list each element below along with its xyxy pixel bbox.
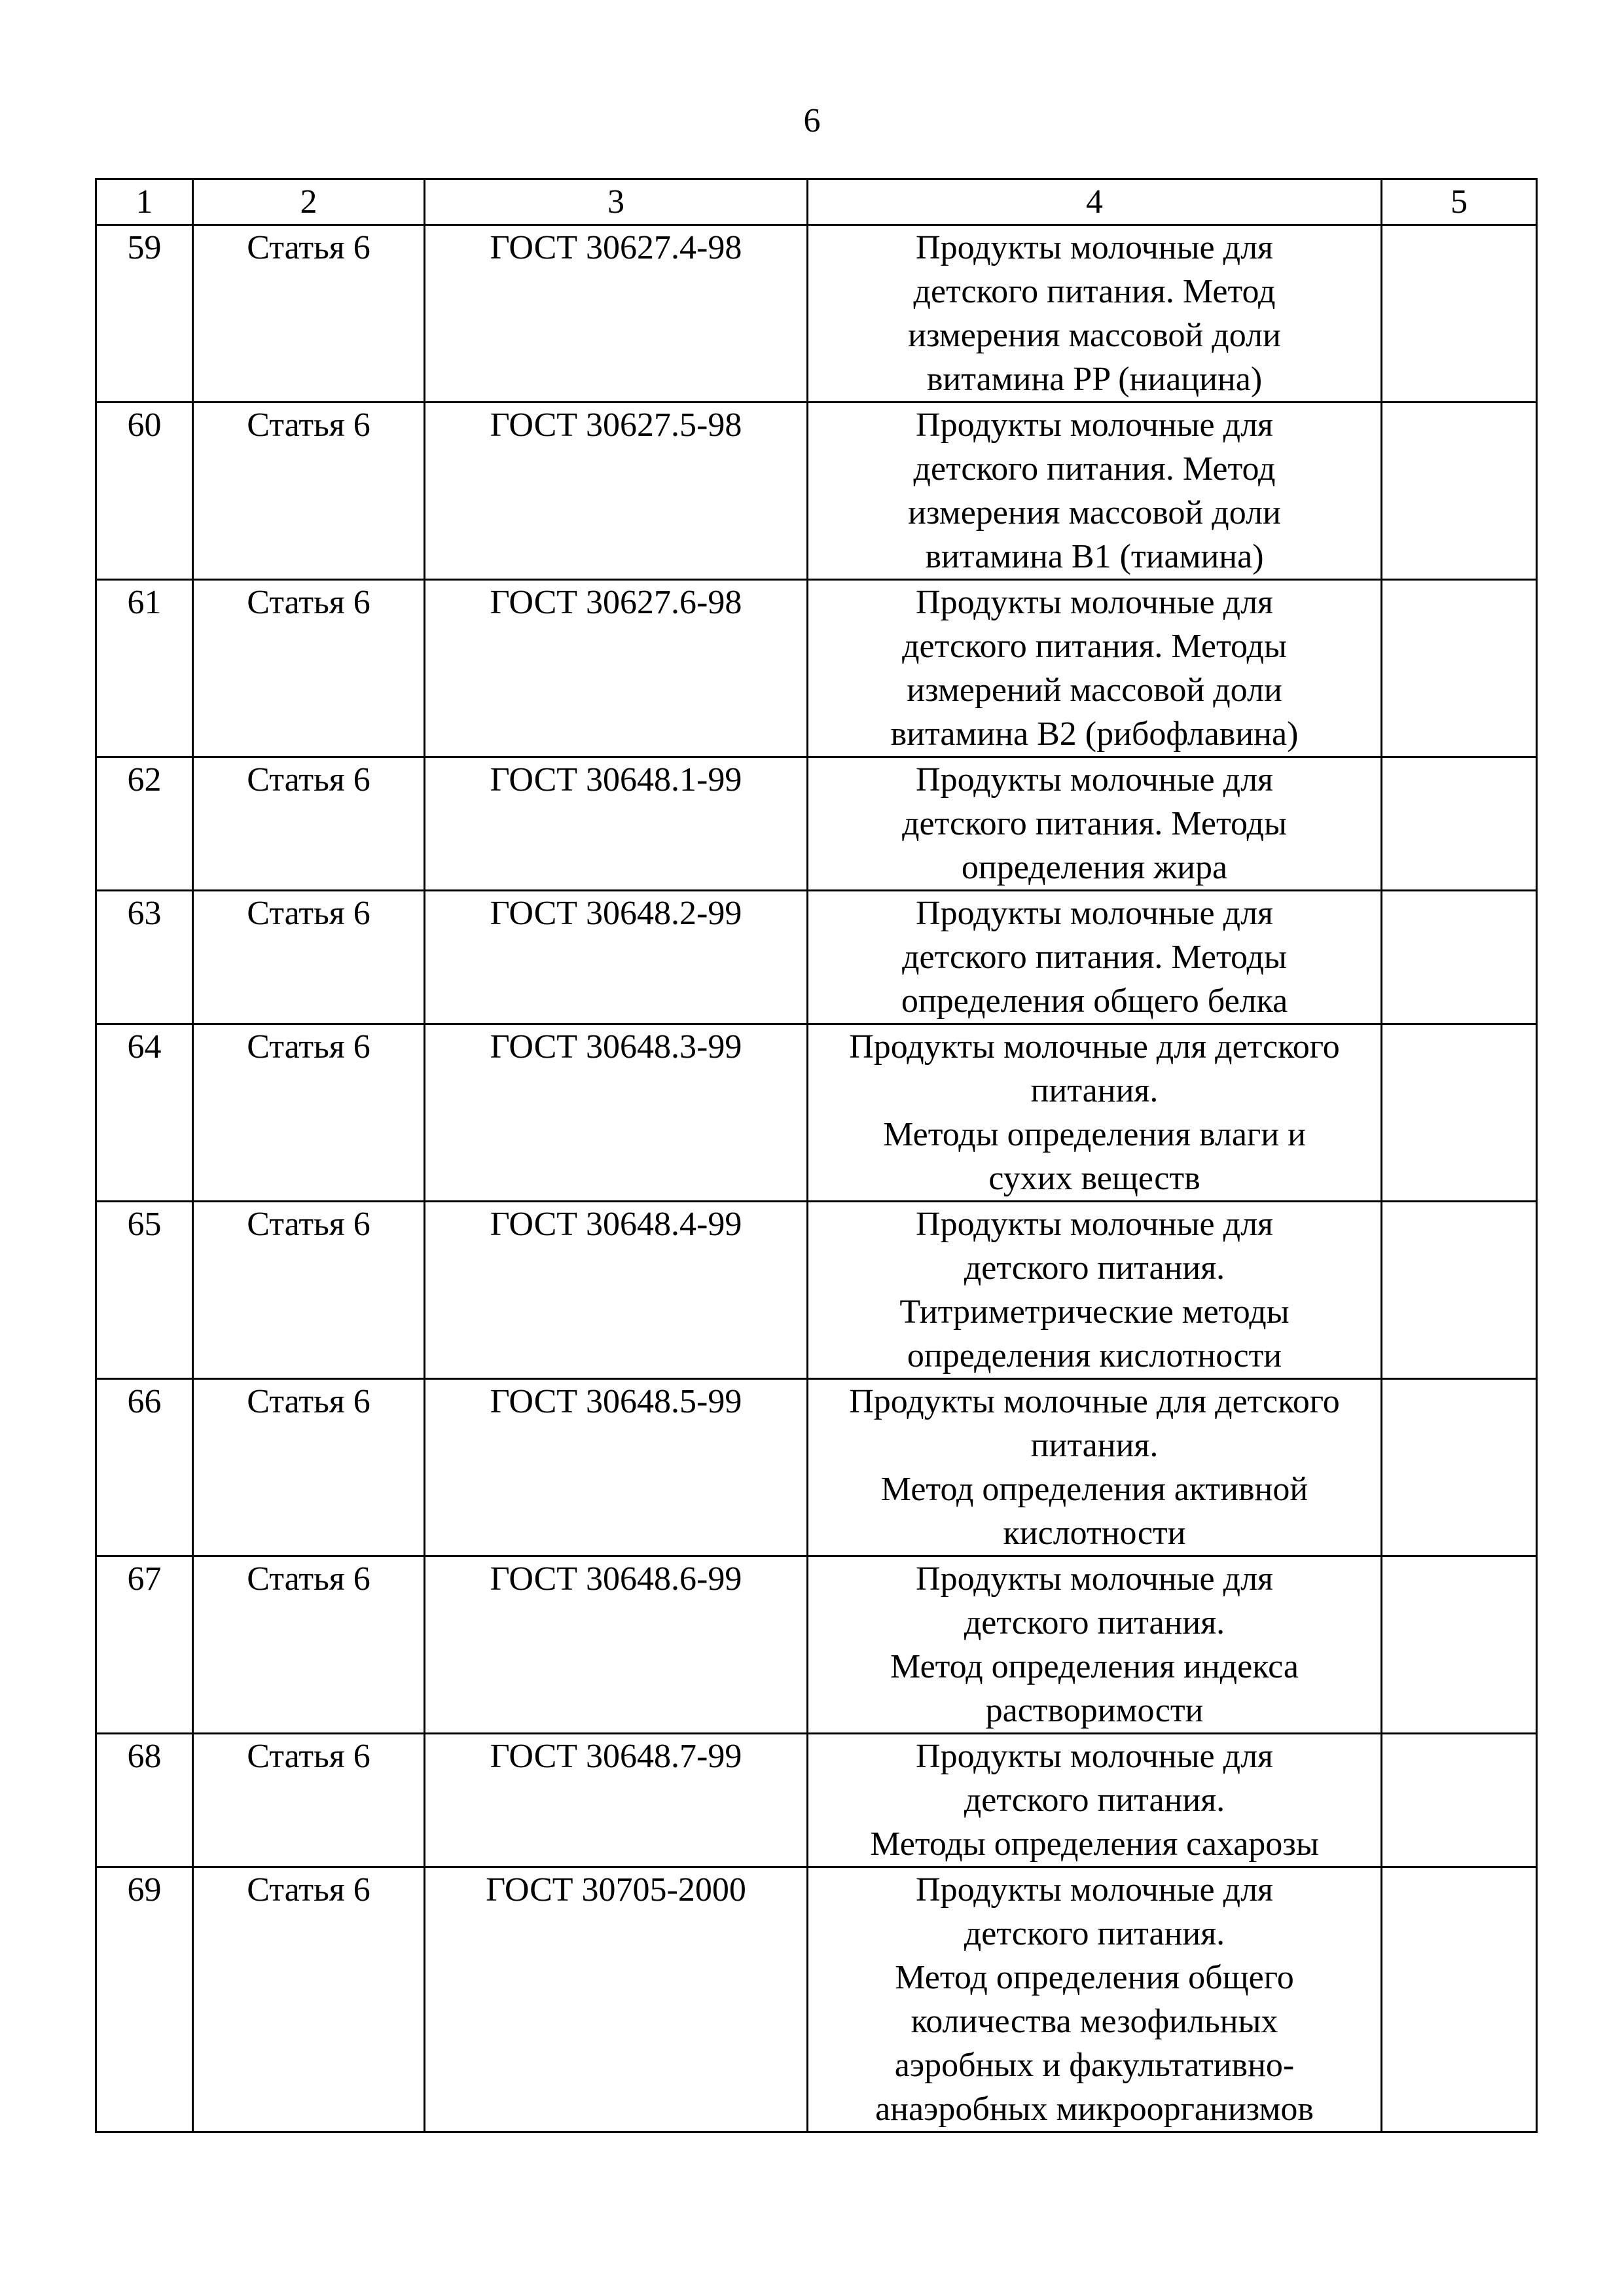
description-cell — [808, 1202, 1382, 1379]
description-cell — [808, 757, 1382, 891]
description-line: Метод определения активной — [880, 1471, 1308, 1508]
standard-cell: ГОСТ 30648.5-99 — [425, 1379, 808, 1556]
table-row — [96, 757, 1537, 891]
note-cell — [1382, 1867, 1537, 2132]
row-number-cell: 65 — [96, 1202, 193, 1379]
article-cell: Статья 6 — [193, 891, 425, 1024]
standard-cell: ГОСТ 30648.7-99 — [425, 1734, 808, 1867]
description-line: витамина PP (ниацина) — [926, 361, 1263, 398]
description-line: кислотности — [1003, 1515, 1186, 1552]
row-number-cell: 60 — [96, 403, 193, 580]
description-line: Продукты молочные для — [916, 761, 1273, 798]
standard-cell: ГОСТ 30648.2-99 — [425, 891, 808, 1024]
description-line: Продукты молочные для — [916, 584, 1273, 621]
standard-cell: ГОСТ 30648.3-99 — [425, 1024, 808, 1202]
note-cell — [1382, 1734, 1537, 1867]
standards-table — [95, 178, 1538, 2133]
standard-cell: ГОСТ 30627.4-98 — [425, 225, 808, 403]
description-line: анаэробных микроорганизмов — [875, 2090, 1314, 2128]
column-header-2: 2 — [193, 179, 425, 225]
row-number-cell: 62 — [96, 757, 193, 891]
description-line: витамина B2 (рибофлавина) — [890, 715, 1299, 753]
description-line: Продукты молочные для — [916, 1738, 1273, 1775]
standard-cell: ГОСТ 30648.4-99 — [425, 1202, 808, 1379]
description-line: Титриметрические методы — [899, 1293, 1290, 1331]
description-line: растворимости — [985, 1692, 1204, 1729]
description-line: детского питания. Метод — [913, 273, 1276, 310]
description-line: Продукты молочные для — [916, 895, 1273, 932]
description-cell — [808, 1379, 1382, 1556]
description-line: Продукты молочные для — [916, 1871, 1273, 1909]
article-cell: Статья 6 — [193, 1867, 425, 2132]
description-line: детского питания. Методы — [902, 805, 1287, 842]
description-line: Метод определения общего — [895, 1959, 1294, 1996]
column-header-4: 4 — [808, 179, 1382, 225]
description-line: детского питания. Методы — [902, 939, 1287, 976]
table-row — [96, 1734, 1537, 1867]
description-line: Продукты молочные для детского — [849, 1028, 1340, 1066]
description-line: Продукты молочные для — [916, 406, 1273, 444]
standard-cell: ГОСТ 30648.1-99 — [425, 757, 808, 891]
description-cell — [808, 1556, 1382, 1734]
column-header-3: 3 — [425, 179, 808, 225]
table-row — [96, 891, 1537, 1024]
description-cell — [808, 1867, 1382, 2132]
page-number: 6 — [803, 102, 821, 139]
row-number-cell: 59 — [96, 225, 193, 403]
description-cell — [808, 1734, 1382, 1867]
description-cell — [808, 1024, 1382, 1202]
table-header-row — [96, 179, 1537, 225]
note-cell — [1382, 580, 1537, 757]
note-cell — [1382, 757, 1537, 891]
row-number-cell: 61 — [96, 580, 193, 757]
description-line: Продукты молочные для — [916, 229, 1273, 266]
description-line: питания. — [1030, 1427, 1159, 1464]
article-cell: Статья 6 — [193, 1556, 425, 1734]
standard-cell: ГОСТ 30627.6-98 — [425, 580, 808, 757]
note-cell — [1382, 891, 1537, 1024]
table-row — [96, 1556, 1537, 1734]
description-line: Продукты молочные для детского — [849, 1383, 1340, 1420]
description-line: количества мезофильных — [911, 2003, 1278, 2040]
description-line: сухих веществ — [988, 1160, 1200, 1197]
article-cell: Статья 6 — [193, 1734, 425, 1867]
standard-cell: ГОСТ 30648.6-99 — [425, 1556, 808, 1734]
description-line: детского питания. — [964, 1782, 1225, 1819]
description-line: питания. — [1030, 1072, 1159, 1109]
table-row — [96, 1024, 1537, 1202]
description-line: определения общего белка — [901, 982, 1288, 1020]
table-row — [96, 580, 1537, 757]
description-line: определения жира — [961, 849, 1228, 886]
row-number-cell: 66 — [96, 1379, 193, 1556]
description-line: Метод определения индекса — [890, 1648, 1299, 1685]
description-cell — [808, 403, 1382, 580]
article-cell: Статья 6 — [193, 1379, 425, 1556]
table-row — [96, 1379, 1537, 1556]
description-line: детского питания. — [964, 1249, 1225, 1287]
description-cell — [808, 891, 1382, 1024]
note-cell — [1382, 225, 1537, 403]
row-number-cell: 68 — [96, 1734, 193, 1867]
table-row — [96, 225, 1537, 403]
description-line: измерения массовой доли — [908, 317, 1281, 354]
article-cell: Статья 6 — [193, 403, 425, 580]
row-number-cell: 64 — [96, 1024, 193, 1202]
note-cell — [1382, 403, 1537, 580]
note-cell — [1382, 1024, 1537, 1202]
article-cell: Статья 6 — [193, 225, 425, 403]
description-line: детского питания. Метод — [913, 450, 1276, 488]
description-line: Методы определения сахарозы — [870, 1825, 1319, 1863]
row-number-cell: 69 — [96, 1867, 193, 2132]
description-line: витамина B1 (тиамина) — [925, 538, 1264, 575]
column-header-1: 1 — [96, 179, 193, 225]
table-row — [96, 403, 1537, 580]
article-cell: Статья 6 — [193, 580, 425, 757]
row-number-cell: 63 — [96, 891, 193, 1024]
row-number-cell: 67 — [96, 1556, 193, 1734]
description-line: детского питания. — [964, 1915, 1225, 1952]
description-line: определения кислотности — [907, 1337, 1282, 1374]
article-cell: Статья 6 — [193, 1024, 425, 1202]
description-line: аэробных и факультативно- — [894, 2047, 1295, 2084]
column-header-5: 5 — [1382, 179, 1537, 225]
description-line: детского питания. Методы — [902, 628, 1287, 665]
description-line: Продукты молочные для — [916, 1560, 1273, 1598]
note-cell — [1382, 1379, 1537, 1556]
description-line: Продукты молочные для — [916, 1206, 1273, 1243]
standard-cell: ГОСТ 30705-2000 — [425, 1867, 808, 2132]
table-row — [96, 1867, 1537, 2132]
description-cell — [808, 580, 1382, 757]
table-row — [96, 1202, 1537, 1379]
description-cell — [808, 225, 1382, 403]
article-cell: Статья 6 — [193, 757, 425, 891]
article-cell: Статья 6 — [193, 1202, 425, 1379]
standard-cell: ГОСТ 30627.5-98 — [425, 403, 808, 580]
note-cell — [1382, 1202, 1537, 1379]
description-line: Методы определения влаги и — [883, 1116, 1306, 1153]
description-line: измерений массовой доли — [907, 672, 1282, 709]
note-cell — [1382, 1556, 1537, 1734]
description-line: детского питания. — [964, 1604, 1225, 1641]
description-line: измерения массовой доли — [908, 494, 1281, 531]
